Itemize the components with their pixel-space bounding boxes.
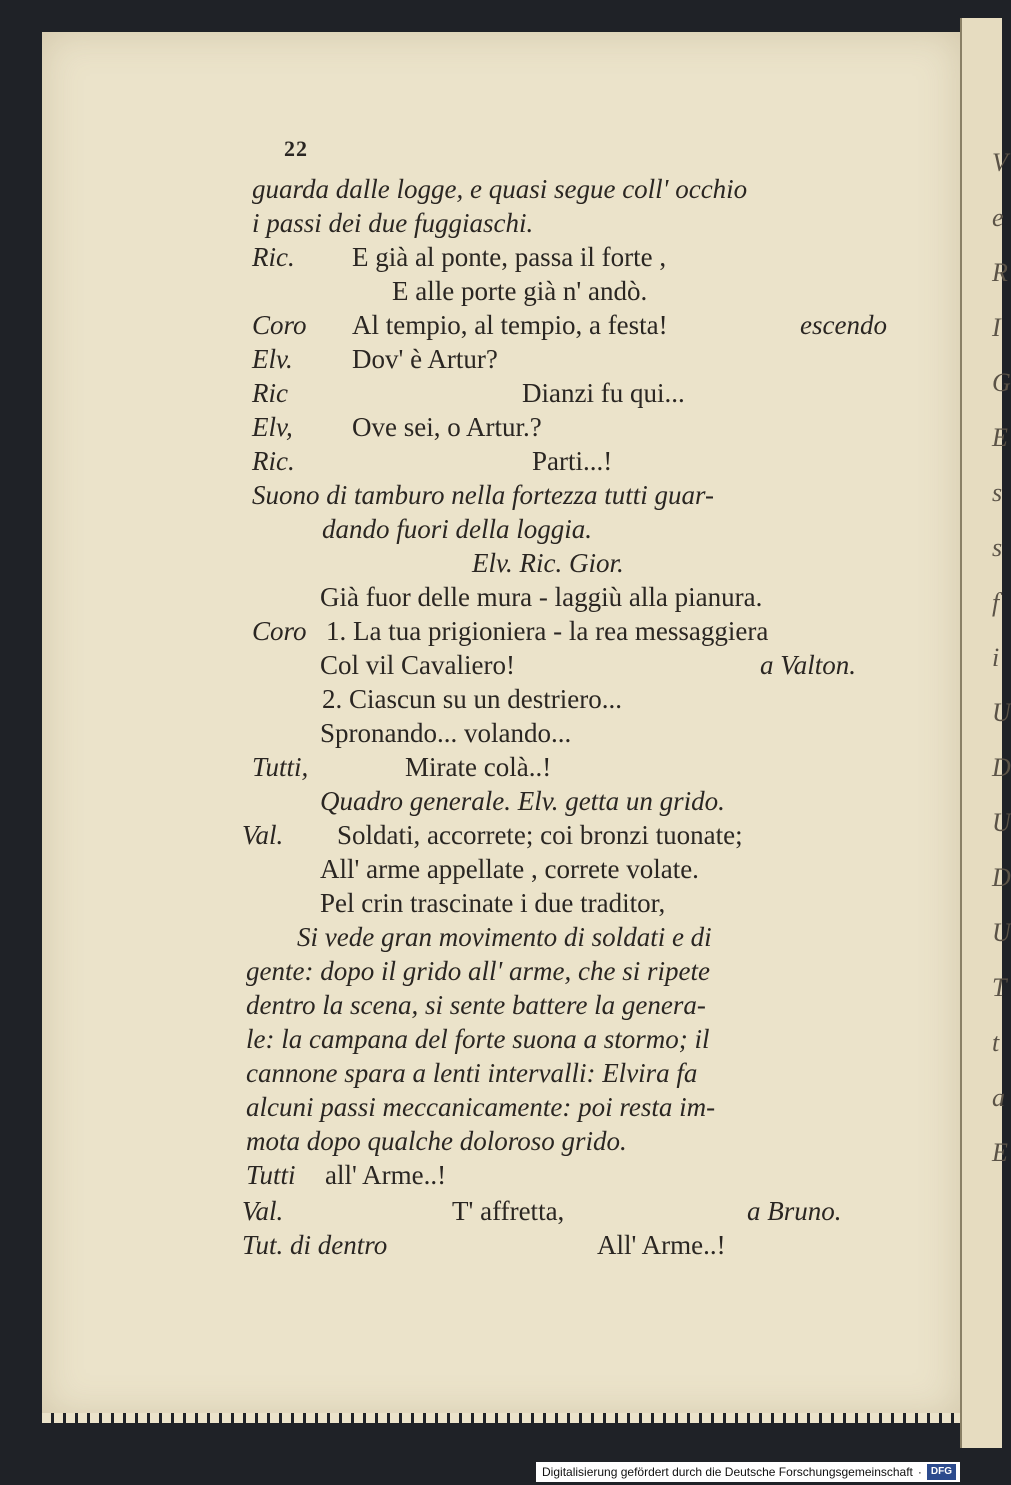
text-line: dando fuori della loggia. bbox=[322, 514, 592, 544]
text-line: Spronando... volando... bbox=[320, 718, 572, 748]
text-line: all' Arme..! bbox=[325, 1160, 447, 1190]
book-page bbox=[42, 32, 960, 1417]
text-line: Già fuor delle mura - laggiù alla pianura. bbox=[320, 582, 763, 612]
text-line: i passi dei due fuggiaschi. bbox=[252, 208, 534, 238]
text-line: dentro la scena, si sente battere la genera- bbox=[246, 990, 706, 1020]
credit-text: Digitalisierung gefördert durch die Deutsche Forschungsgemeinschaft bbox=[542, 1465, 913, 1479]
text-line: Ric bbox=[252, 378, 288, 408]
adjacent-glyph: s bbox=[992, 478, 1003, 507]
text-line: guarda dalle logge, e quasi segue coll' occhio bbox=[252, 174, 748, 204]
adjacent-glyph: t bbox=[992, 1028, 1000, 1057]
text-line: Ric. bbox=[252, 242, 295, 272]
adjacent-page-edge bbox=[960, 18, 1011, 1448]
text-line: mota dopo qualche doloroso grido. bbox=[246, 1126, 627, 1156]
adjacent-glyph: f bbox=[992, 588, 1000, 617]
text-line: cannone spara a lenti intervalli: Elvira fa bbox=[246, 1058, 698, 1088]
text-line: Val. bbox=[242, 1196, 284, 1226]
text-line: Tutti bbox=[246, 1160, 296, 1190]
adjacent-glyph: E bbox=[992, 423, 1008, 452]
text-line: Suono di tamburo nella fortezza tutti guar- bbox=[252, 480, 714, 510]
adjacent-glyph: e bbox=[992, 203, 1004, 232]
adjacent-glyph: a bbox=[992, 1083, 1005, 1112]
text-line: alcuni passi meccanicamente: poi resta im- bbox=[246, 1092, 716, 1122]
adjacent-glyph: I bbox=[992, 313, 1001, 342]
text-line: 2. Ciascun su un destriero... bbox=[322, 684, 622, 714]
adjacent-glyph: U bbox=[992, 808, 1011, 837]
page-text bbox=[42, 32, 960, 1417]
text-line: Pel crin trascinate i due traditor, bbox=[320, 888, 666, 918]
text-line: Quadro generale. Elv. getta un grido. bbox=[320, 786, 725, 816]
adjacent-glyph: T bbox=[992, 973, 1007, 1002]
adjacent-glyph: E bbox=[992, 1138, 1008, 1167]
text-line: Coro bbox=[252, 616, 307, 646]
text-line: gente: dopo il grido all' arme, che si ripete bbox=[246, 956, 710, 986]
text-line: Soldati, accorrete; coi bronzi tuonate; bbox=[337, 820, 743, 850]
text-line: Al tempio, al tempio, a festa! bbox=[352, 310, 668, 340]
text-line: escendo bbox=[800, 310, 887, 340]
text-line: Ove sei, o Artur.? bbox=[352, 412, 542, 442]
adjacent-glyph: i bbox=[992, 643, 1000, 672]
text-line: le: la campana del forte suona a stormo; il bbox=[246, 1024, 710, 1054]
adjacent-glyph: D bbox=[992, 753, 1011, 782]
adjacent-glyph: D bbox=[992, 863, 1011, 892]
adjacent-glyph: G bbox=[992, 368, 1011, 397]
text-line: All' arme appellate , correte volate. bbox=[320, 854, 699, 884]
text-line: Dov' è Artur? bbox=[352, 344, 498, 374]
digitization-credit: Digitalisierung gefördert durch die Deutsche Forschungsgemeinschaft · DFG bbox=[536, 1462, 960, 1482]
text-line: Elv. bbox=[252, 344, 293, 374]
text-line: E alle porte già n' andò. bbox=[392, 276, 648, 306]
text-line: Ric. bbox=[252, 446, 295, 476]
text-line: Parti...! bbox=[532, 446, 613, 476]
text-line: E già al ponte, passa il forte , bbox=[352, 242, 667, 272]
text-line: Col vil Cavaliero! bbox=[320, 650, 515, 680]
adjacent-glyph: R bbox=[992, 258, 1008, 287]
text-line: Elv, bbox=[252, 412, 293, 442]
text-line: Tutti, bbox=[252, 752, 309, 782]
adjacent-glyph: U bbox=[992, 918, 1011, 947]
page-number: 22 bbox=[284, 136, 308, 161]
text-line: Si vede gran movimento di soldati e di bbox=[297, 922, 712, 952]
text-line: 1. La tua prigioniera - la rea messaggiera bbox=[326, 616, 769, 646]
text-line: Dianzi fu qui... bbox=[522, 378, 685, 408]
dfg-logo: DFG bbox=[927, 1464, 956, 1480]
text-line: a Valton. bbox=[760, 650, 857, 680]
adjacent-glyph: s bbox=[992, 533, 1003, 562]
text-line: T' affretta, bbox=[452, 1196, 565, 1226]
text-line: a Bruno. bbox=[747, 1196, 842, 1226]
text-line: Tut. di dentro bbox=[242, 1230, 388, 1260]
text-line: Mirate colà..! bbox=[405, 752, 552, 782]
adjacent-glyph: U bbox=[992, 698, 1011, 727]
text-line: Elv. Ric. Gior. bbox=[472, 548, 624, 578]
text-line: All' Arme..! bbox=[597, 1230, 726, 1260]
text-line: Coro bbox=[252, 310, 307, 340]
adjacent-glyph: V bbox=[992, 148, 1008, 177]
text-line: Val. bbox=[242, 820, 284, 850]
